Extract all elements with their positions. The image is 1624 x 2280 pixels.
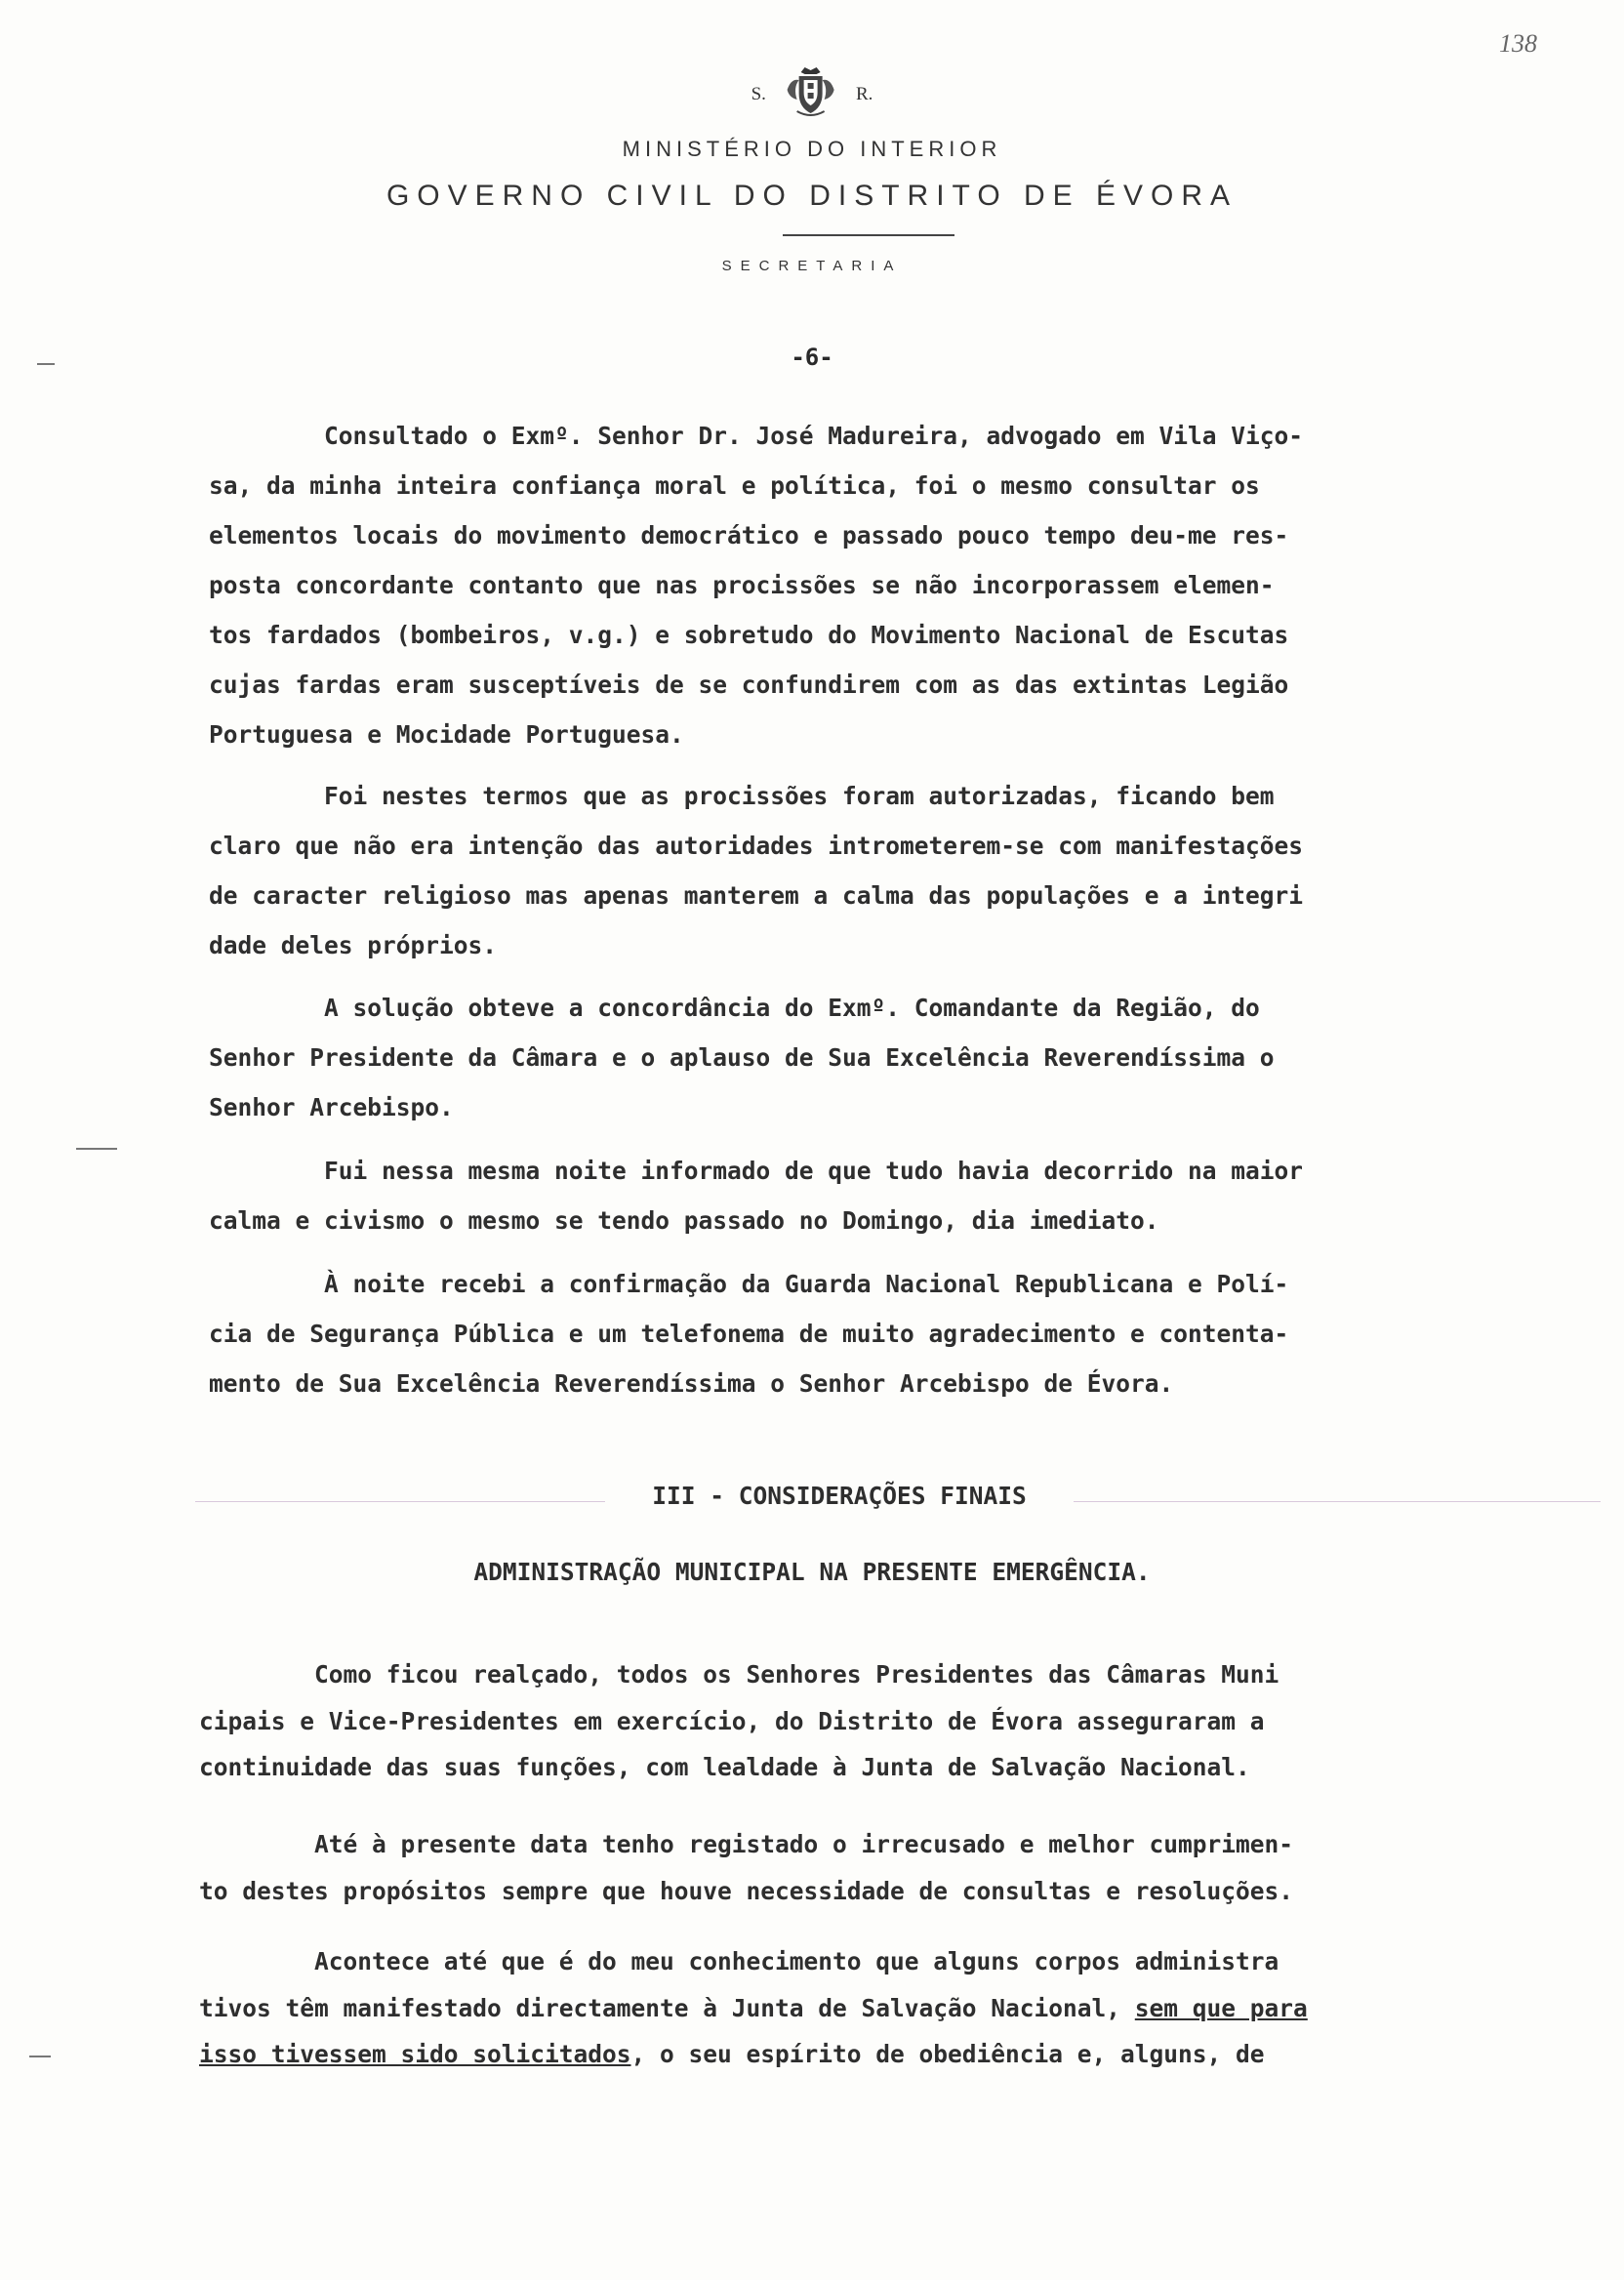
header-divider [783,234,954,236]
subsection-title: ADMINISTRAÇÃO MUNICIPAL NA PRESENTE EMERGÊNCIA. [473,1558,1151,1586]
text-line: dade deles próprios. [209,931,498,959]
margin-mark [37,363,55,365]
text-line: cujas fardas eram susceptíveis de se confundirem com as das extintas Legião [209,671,1289,699]
paragraph-consultation [209,411,1565,759]
text-line: A solução obteve a concordância do Exmº. Comandante da Região, do [209,994,1260,1022]
text-fragment: tivos têm manifestado directamente à Junta de Salvação Nacional, [199,1993,1135,2022]
text-line: À noite recebi a confirmação da Guarda Nacional Republicana e Polí- [209,1270,1289,1298]
section-title: III - CONSIDERAÇÕES FINAIS [605,1482,1074,1510]
crest-row [751,64,873,124]
paragraph-confirmation [209,1259,1565,1408]
text-line: Como ficou realçado, todos os Senhores Presidentes das Câmaras Muni [199,1660,1279,1689]
text-line: Acontece até que é do meu conhecimento que alguns corpos administra [199,1947,1279,1975]
text-line: cia de Segurança Pública e um telefonema de muito agradecimento e contenta- [209,1320,1289,1348]
text-line: de caracter religioso mas apenas manterem a calma das populações e a integri [209,881,1304,910]
paragraph-municipal [199,1651,1556,1791]
text-line: Até à presente data tenho registado o irrecusado e melhor cumprimen- [199,1830,1294,1858]
underlined-phrase: sem que para [1134,1993,1308,2022]
paragraph-compliance [199,1821,1556,1914]
text-line [199,2031,1556,2078]
text-line: Portuguesa e Mocidade Portuguesa. [209,720,684,749]
ministry-title: MINISTÉRIO DO INTERIOR [622,137,1002,161]
page-number: 138 [1499,29,1537,58]
paragraph-night-report [209,1146,1565,1245]
text-line: continuidade das suas funções, com lealdade à Junta de Salvação Nacional. [199,1753,1250,1781]
paragraph-authorization [209,771,1565,970]
secretaria-label: SECRETARIA [721,258,903,274]
text-line: Consultado o Exmº. Senhor Dr. José Madureira, advogado em Vila Viço- [209,422,1304,450]
paragraph-obedience [199,1938,1556,2078]
crest-left-letter: S. [751,83,766,104]
government-title: GOVERNO CIVIL DO DISTRITO DE ÉVORA [386,180,1238,212]
crest-right-letter: R. [855,83,873,104]
text-line: Fui nessa mesma noite informado de que tudo havia decorrido na maior [209,1157,1304,1185]
text-line [199,1985,1556,2032]
text-line: posta concordante contanto que nas procissões se não incorporassem elemen- [209,571,1275,599]
text-line: Senhor Arcebispo. [209,1093,454,1121]
paragraph-solution [209,983,1565,1132]
text-fragment: , o seu espírito de obediência e, alguns, de [630,2040,1265,2068]
underlined-phrase: isso tivessem sido solicitados [199,2040,631,2068]
text-line: calma e civismo o mesmo se tendo passado no Domingo, dia imediato. [209,1206,1159,1235]
text-line: cipais e Vice-Presidentes em exercício, do Distrito de Évora asseguraram a [199,1706,1265,1735]
text-line: to destes propósitos sempre que houve necessidade de consultas e resoluções. [199,1876,1294,1905]
text-line: elementos locais do movimento democrático e passado pouco tempo deu-me res- [209,521,1289,550]
margin-mark [76,1148,117,1150]
margin-mark [29,2056,51,2057]
text-line: Foi nestes termos que as procissões foram autorizadas, ficando bem [209,782,1275,810]
page-label: -6- [791,344,833,371]
text-line: tos fardados (bombeiros, v.g.) e sobretudo do Movimento Nacional de Escutas [209,621,1289,649]
coat-of-arms-icon [784,64,838,124]
text-line: claro que não era intenção das autoridades intrometerem-se com manifestações [209,832,1304,860]
text-line: sa, da minha inteira confiança moral e política, foi o mesmo consultar os [209,471,1260,500]
text-line: Senhor Presidente da Câmara e o aplauso de Sua Excelência Reverendíssima o [209,1043,1275,1072]
text-line: mento de Sua Excelência Reverendíssima o Senhor Arcebispo de Évora. [209,1369,1174,1398]
